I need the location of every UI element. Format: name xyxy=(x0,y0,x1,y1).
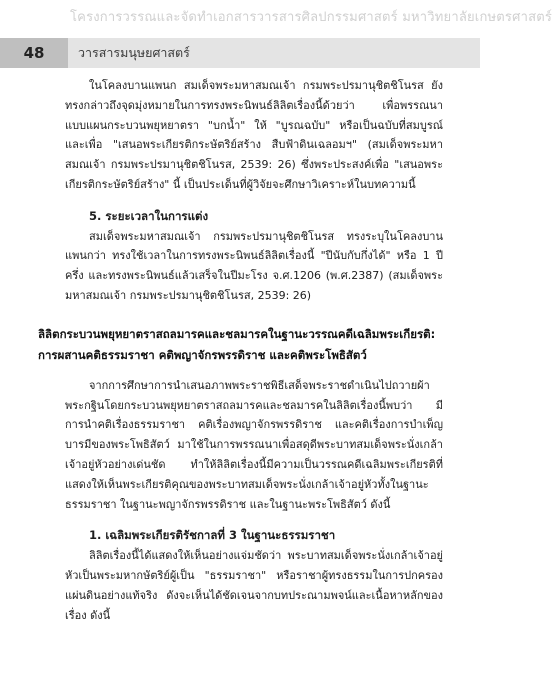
page-number: 48 xyxy=(0,38,68,68)
running-header-band xyxy=(0,0,552,38)
paragraph-composition-period: สมเด็จพระมหาสมณเจ้า กรมพระปรมานุชิตชิโนรส ทรงระบุในโคลงบานแพนกว่า ทรงใช้เวลาในการทรงพระนิพนธ์ลิลิตเรื่องนี้ "ปีนับกับกึ่งได้" หรือ 1 ปีครึ่ง และทรงพระนิพนธ์แล้วเสร็จในปีมะโรง จ.ศ.1206 (พ.ศ.2387) (สมเด็จพระมหาสมณเจ้า กรมพระปรมานุชิตชิโนรส, 2539: 26) xyxy=(65,229,443,302)
section-title: ลิลิตกระบวนพยุหยาตราสถลมารคและชลมารคในฐานะวรรณคดีเฉลิมพระเกียรติ: การผสานคติธรรมราชา คติพญาจักรพรรดิราช และคติพระโพธิสัตว์ xyxy=(38,326,436,362)
section-spacer xyxy=(65,366,443,376)
page-body xyxy=(38,76,443,625)
paragraph-intro: ในโคลงบานแพนก สมเด็จพระมหาสมณเจ้า กรมพระปรมานุชิตชิโนรส ยังทรงกล่าวถึงจุดมุ่งหมายในการทรงพระนิพนธ์ลิลิตเรื่องนี้ด้วยว่า เพื่อพรรณนาแบบแผนกระบวนพยุหยาตรา "บกน้ำ" ให้ "บูรณฉบับ" หรือเป็นฉบับที่สมบูรณ์ และเพื่อ "เสนอพระเกียรติกระษัตริย์สร้าง สืบฟ้าดินเฉลอมฯ" (สมเด็จพระมหาสมณเจ้า กรมพระปรมานุชิตชิโนรส, 2539: 26) ซึ่งพระประสงค์เพื่อ "เสนอพระเกียรติกระษัตริย์สร้าง" นี้ เป็นประเด็นที่ผู้วิจัยจะศึกษาวิเคราะห์ในบทความนี้ xyxy=(65,79,443,191)
heading-composition-period: 5. ระยะเวลาในการแต่ง xyxy=(89,208,209,223)
running-header-title: โครงการวรรณและจัดทำเอกสารวารสารศิลปกรรมศาสตร์ มหาวิทยาลัยเกษตรศาสตร์ xyxy=(70,10,552,25)
paragraph-section-intro: จากการศึกษาการนำเสนอภาพพระราชพิธีเสด็จพระราชดำเนินไปถวายผ้าพระกฐินโดยกระบวนพยุหยาตราสถลมารคและชลมารคในลิลิตเรื่องนี้พบว่า มีการนำคติเรื่องธรรมราชา คติเรื่องพญาจักรพรรดิราช และคติเรื่องการบำเพ็ญบารมีของพระโพธิสัตว์ มาใช้ในการพรรณนาเพื่อสดุดีพระบาทสมเด็จพระนั่งเกล้าเจ้าอยู่หัวอย่างเด่นชัด ทำให้ลิลิตเรื่องนี้มีความเป็นวรรณคดีเฉลิมพระเกียรติที่แสดงให้เห็นพระเกียรติคุณของพระบาทสมเด็จพระนั่งเกล้าเจ้าอยู่หัวทั้งในฐานะธรรมราชา ในฐานะพญาจักรพรรดิราช และในฐานะพระโพธิสัตว์ ดังนี้ xyxy=(65,378,443,511)
journal-name: วารสารมนุษยศาสตร์ xyxy=(68,38,480,68)
page-header-tab xyxy=(0,38,480,68)
paragraph-dharmaraja: ลิลิตเรื่องนี้ได้แสดงให้เห็นอย่างแจ่มชัดว่า พระบาทสมเด็จพระนั่งเกล้าเจ้าอยู่หัวเป็นพระมหากษัตริย์ผู้เป็น "ธรรมราชา" หรือราชาผู้ทรงธรรมในการปกครองแผ่นดินอย่างแท้จริง ดังจะเห็นได้ชัดเจนจากบทประณามพจน์และเนื้อหาหลักของเรื่อง ดังนี้ xyxy=(65,549,443,622)
heading-dharmaraja: 1. เฉลิมพระเกียรติรัชกาลที่ 3 ในฐานะธรรมราชา xyxy=(89,528,336,543)
